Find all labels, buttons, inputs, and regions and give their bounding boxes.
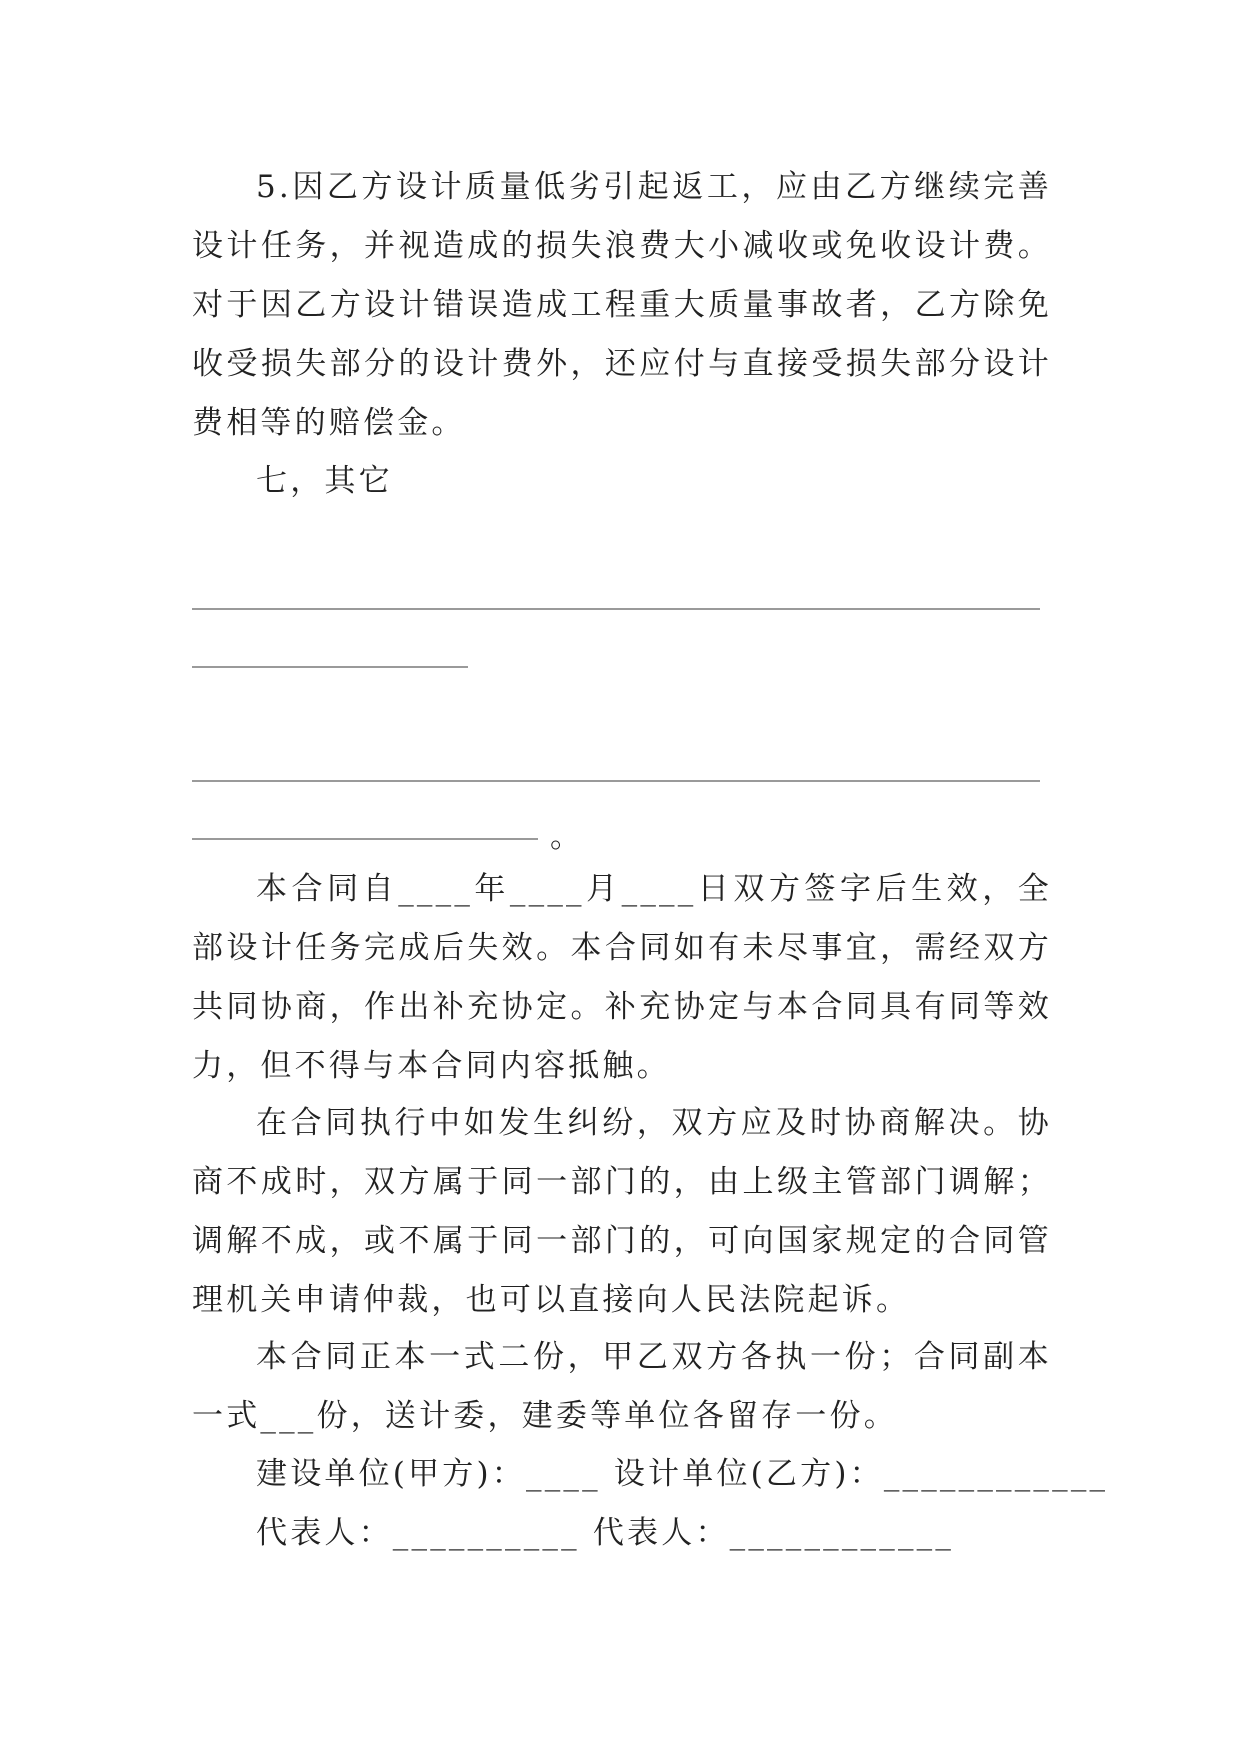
blank-line-period: 。: [550, 819, 581, 855]
copies-clause-paragraph: 本合同正本一式二份，甲乙双方各执一份；合同副本一式___份，送计委，建委等单位各留存一份。: [192, 1339, 1052, 1434]
signature-units-line: 建设单位(甲方)：____ 设计单位(乙方)：____________: [256, 1456, 1109, 1492]
clause-5-paragraph: 5.因乙方设计质量低劣引起返工，应由乙方继续完善设计任务，并视造成的损失浪费大小减收或免收设计费。对于因乙方设计错误造成工程重大质量事故者，乙方除免收受损失部分的设计费外，还应付与直接受损失部分设计费相等的赔偿金。: [192, 169, 1052, 441]
blank-fill-line: [192, 838, 538, 840]
blank-fill-line: [192, 608, 1040, 610]
blank-fill-line: [192, 666, 468, 668]
dispute-clause-paragraph: 在合同执行中如发生纠纷，双方应及时协商解决。协商不成时，双方属于同一部门的，由上级主管部门调解；调解不成，或不属于同一部门的，可向国家规定的合同管理机关申请仲裁，也可以直接向人民法院起诉。: [192, 1105, 1052, 1318]
blank-fill-line: [192, 780, 1040, 782]
effective-clause-paragraph: 本合同自____年____月____日双方签字后生效，全部设计任务完成后失效。本合同如有未尽事宜，需经双方共同协商，作出补充协定。补充协定与本合同具有同等效力，但不得与本合同内容抵触。: [192, 871, 1052, 1084]
section-7-heading: 七，其它: [256, 463, 393, 499]
signature-representatives-line: 代表人：__________ 代表人：____________: [256, 1515, 955, 1551]
